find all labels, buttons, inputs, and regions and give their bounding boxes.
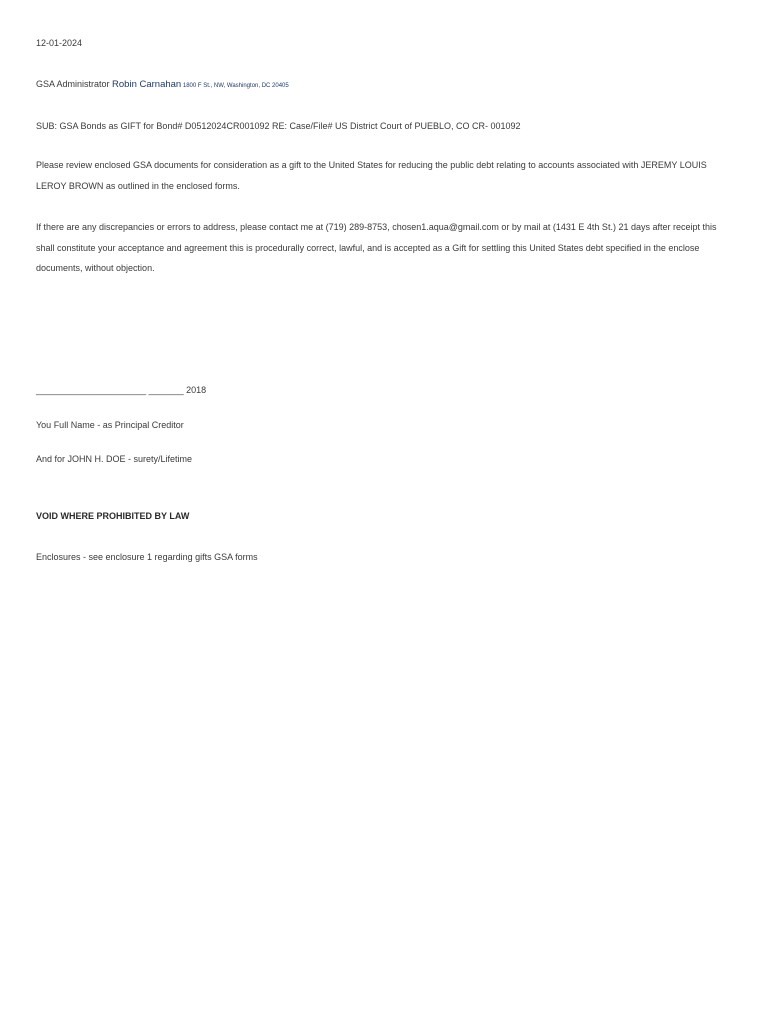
signature-line: ______________________ _______ 2018 [36, 385, 207, 395]
enclosures-line: Enclosures - see enclosure 1 regarding gifts GSA forms [36, 552, 258, 562]
recipient-line [36, 80, 289, 90]
recipient-name: Robin Carnahan [112, 79, 182, 90]
void-notice: VOID WHERE PROHIBITED BY LAW [36, 511, 190, 521]
recipient-title: GSA Administrator [36, 79, 113, 89]
letter-date: 12-01-2024 [36, 38, 83, 48]
paragraph-contact-terms: If there are any discrepancies or errors to address, please contact me at (719) 289-8753, chosen1.aqua@gmail.com or by mail at (1431 E 4th St.) 21 days after receipt this shall constitute your acceptance and agreement this is procedurally correct, lawful, and is accepted as a Gift for settling this United States debt specified in the enclose documents, without objection. [36, 222, 717, 273]
subject-line: SUB: GSA Bonds as GIFT for Bond# D0512024CR001092 RE: Case/File# US District Court of PUEBLO, CO CR- 001092 [36, 121, 521, 131]
recipient-address: 1800 F St., NW, Washington, DC 20405 [181, 83, 289, 89]
paragraph-review-request: Please review enclosed GSA documents for consideration as a gift to the United States for reducing the public debt relating to accounts associated with JEREMY LOUIS LEROY BROWN as outlined in the enclosed forms. [36, 160, 707, 191]
signer-name-line: You Full Name - as Principal Creditor [36, 420, 184, 430]
surety-line: And for JOHN H. DOE - surety/Lifetime [36, 454, 193, 464]
